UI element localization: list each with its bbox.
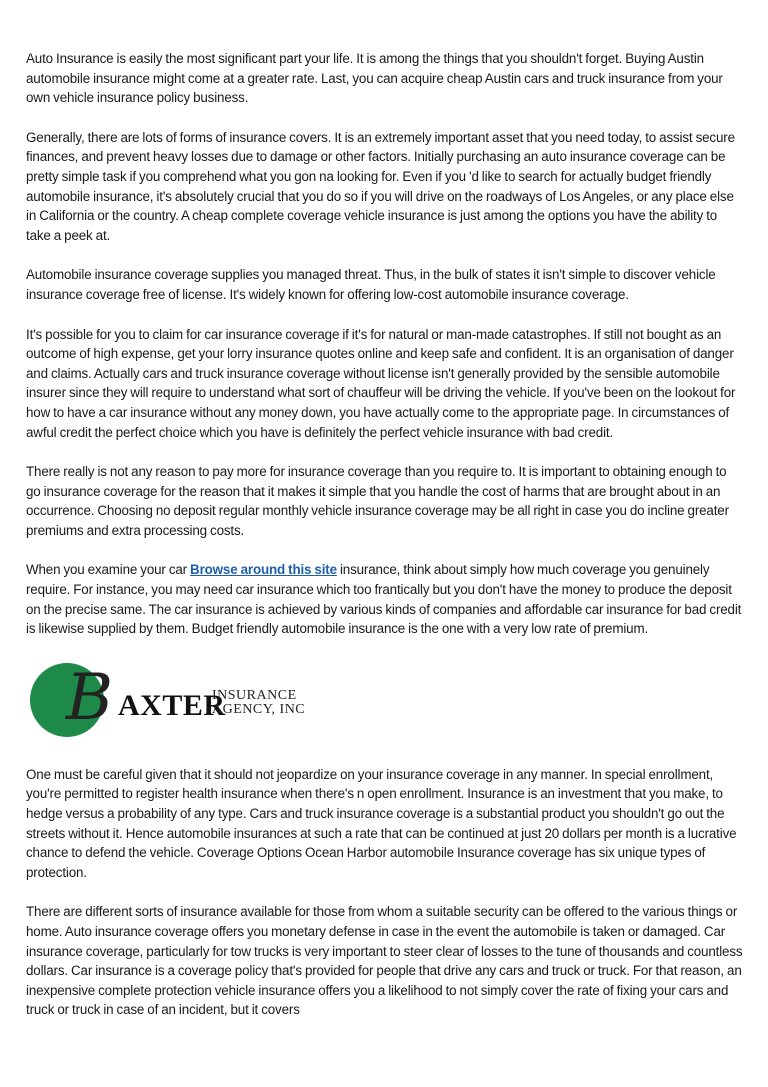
logo-initial: B xyxy=(66,660,114,735)
logo-line2: AGENCY, INC xyxy=(212,701,306,717)
logo-line1: INSURANCE xyxy=(212,687,297,703)
paragraph: Automobile insurance coverage supplies you managed threat. Thus, in the bulk of states it isn't simple to discover vehicle insurance coverage free of license. It's widely known for offering low-cost automobile insurance coverage. xyxy=(26,267,716,302)
paragraph: One must be careful given that it should not jeopardize on your insurance coverage in any manner. In special enrollment, you're permitted to register health insurance when there's n open enrollment. Insurance is an investment that you make, to hedge versus a probability of any type. Cars and truck insurance coverage is a substantial product you shouldn't go out the streets without it. Hence automobile insurances at such a rate that can be continued at just 20 dollars per month is a lucrative chance to defend the vehicle. Coverage Options Ocean Harbor automobile Insurance coverage has six unique types of protection. xyxy=(26,766,737,880)
text: When you examine your car xyxy=(26,562,191,578)
text: insurance, think about simply how much coverage you genuinely require. For instance, you may need car insurance which too frantically but you don't have the money to produce the deposit on the precise same. The car insurance is achieved by various kinds of companies and affordable car insurance for bad credit is likewise supplied by them. Budget friendly automobile insurance is the one with a very low rate of premium. xyxy=(26,562,742,637)
paragraph: There really is not any reason to pay more for insurance coverage than you require to. It is important to obtaining enough to go insurance coverage for the reason that it makes it simple that you handle the cost of harms that are brought about in an occurrence. Choosing no deposit regular monthly vehicle insurance coverage may be all right in case you do incline greater premiums and extra processing costs. xyxy=(26,464,729,538)
paragraph: Auto Insurance is easily the most significant part your life. It is among the things that you shouldn't forget. Buying Austin automobile insurance might come at a greater rate. Last, you can acquire cheap Austin cars and truck insurance from your own vehicle insurance policy business. xyxy=(26,51,723,106)
document-page xyxy=(26,49,744,1040)
paragraph: It's possible for you to claim for car insurance coverage if it's for natural or man-made catastrophes. If still not bought as an outcome of high expense, get your lorry insurance quotes online and keep safe and confident. It is an organisation of danger and claims. Actually cars and truck insurance coverage without license isn't generally provided by the sensible automobile insurer since they will require to understand what sort of chauffeur will be driving the vehicle. If you've been on the lookout for how to have a car insurance without any money down, you have actually come to the appropriate page. In circumstances of awful credit the perfect choice which you have is definitely the perfect vehicle insurance with bad credit. xyxy=(26,326,736,440)
logo-name: AXTER xyxy=(118,688,226,722)
baxter-insurance-logo xyxy=(26,659,306,743)
browse-site-link[interactable]: Browse around this site xyxy=(190,562,337,578)
logo-subtitle xyxy=(212,689,305,717)
paragraph: Generally, there are lots of forms of insurance covers. It is an extremely important asset that you need today, to assist secure finances, and prevent heavy losses due to damage or other factors. Initially purchasing an auto insurance coverage can be pretty simple task if you comprehend what you gon na looking for. Even if you 'd like to search for actually budget friendly automobile insurance, it's absolutely crucial that you do so if you will drive on the roadways of Los Angeles, or any place else in California or the country. A cheap complete coverage vehicle insurance is just among the options you have the ability to take a peek at. xyxy=(26,129,735,243)
paragraph-with-link xyxy=(26,560,744,638)
paragraph: There are different sorts of insurance available for those from whom a suitable security can be offered to the various things or home. Auto insurance coverage offers you monetary defense in case in the event the automobile is taken or damaged. Car insurance coverage, particularly for tow trucks is very important to steer clear of losses to the tune of thousands and countless dollars. Car insurance is a coverage policy that's provided for people that drive any cars and truck or truck. For that reason, an inexpensive complete protection vehicle insurance offers you a likelihood to not simply cover the rate of fixing your cars and truck or truck in case of an incident, but it covers xyxy=(26,904,743,1018)
